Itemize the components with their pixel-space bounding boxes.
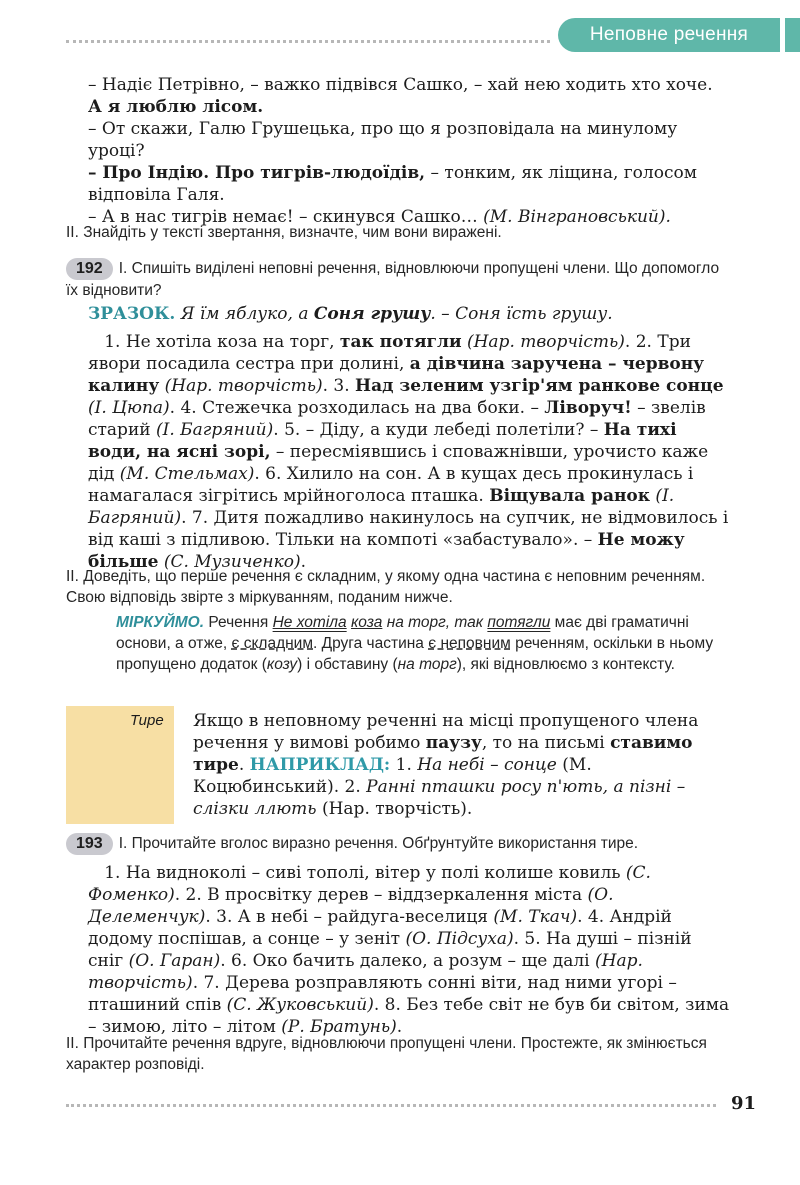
dialogue-line-3	[88, 162, 730, 206]
text-span: (Нар. творчість)	[88, 951, 643, 993]
text-span: 1. Не хотіла коза на торг,	[104, 332, 340, 352]
exercise-192-task-ii	[66, 566, 730, 608]
text-span: на торг	[397, 656, 457, 673]
text-span: (Нар. творчість).	[316, 799, 473, 819]
text-span: (М. Вінграновський).	[483, 207, 671, 227]
text-span: , то на письмі	[481, 733, 611, 753]
exercise-number-badge: 193	[66, 833, 113, 855]
text-span: – пересміявшись і споважнівши, урочисто каже дід	[88, 442, 709, 484]
text-span: має дві граматичні основи, а отже,	[116, 614, 689, 652]
text-span: ставимо тире	[193, 733, 693, 775]
text-span: (Р. Братунь)	[281, 1017, 397, 1037]
text-span: . – Соня їсть грушу.	[430, 304, 613, 324]
text-span: (Нар. творчість)	[461, 332, 625, 352]
text-span: (С. Жуковський)	[226, 995, 374, 1015]
text-span: ) і обставину (	[297, 656, 398, 673]
text-span: МІРКУЙМО.	[116, 614, 205, 631]
text-span: 1. На видноколі – сиві тополі, вітер у полі колише ковиль	[104, 863, 626, 883]
header-dotted-rule	[66, 40, 550, 43]
text-span: (І. Цюпа)	[88, 398, 170, 418]
section-title-tab	[558, 18, 780, 52]
text-span: (І. Багряний)	[88, 486, 675, 528]
exercise-number-badge: 192	[66, 258, 113, 280]
text-span: Не хотіла	[272, 614, 347, 631]
text-span: – звелів старий	[88, 398, 706, 440]
text-span: ІІ. Прочитайте речення вдруге, відновлюючи пропущені члени. Простежте, як змінюється характер розповіді.	[66, 1035, 707, 1073]
section-title: Неповне речення	[589, 24, 749, 45]
text-span: – А в нас тигрів немає! – скинувся Сашко…	[88, 207, 484, 227]
dialogue-line-1	[88, 74, 730, 118]
text-span: ), які відновлюємо з контексту.	[456, 656, 675, 673]
text-span: (С. Фоменко)	[88, 863, 651, 905]
text-span: .	[238, 755, 250, 775]
text-span: Над зеленим узгір'ям ранкове сонце	[355, 376, 724, 396]
text-span: . 4. Стежечка розходилась на два боки. –	[169, 398, 545, 418]
text-span: На небі – сонце	[417, 755, 557, 775]
text-span: Я їм яблуко, а	[175, 304, 314, 324]
text-span: Соня грушу	[313, 304, 431, 324]
intro-dialogue	[88, 74, 730, 228]
text-span: . 5. На душі – пізній сніг	[88, 929, 692, 971]
exercise-193-task	[66, 833, 730, 855]
text-span: На тихі води, на ясні зорі,	[88, 420, 677, 462]
text-span: так потягли	[339, 332, 462, 352]
text-span: (М. Коцюбинський). 2.	[193, 755, 592, 797]
text-span: (М. Стельмах)	[119, 464, 255, 484]
exercise-192-sample	[88, 303, 730, 325]
text-span: . 8. Без тебе світ не був би світом, зима – зимою, літо – літом	[88, 995, 730, 1037]
text-span: . 4. Андрій додому поспішав, а сонце – у зеніт	[88, 907, 672, 949]
text-span: .	[396, 1017, 403, 1037]
text-span: ІІ. Знайдіть у тексті звертання, визначте, чим вони виражені.	[66, 224, 502, 241]
text-span: є неповним	[428, 635, 511, 652]
text-span: Ліворуч!	[544, 398, 632, 418]
text-span: козу	[266, 656, 298, 673]
text-span: ЗРАЗОК.	[88, 304, 176, 324]
text-span: . 5. – Діду, а куди лебеді полетіли? –	[273, 420, 604, 440]
text-span: Речення	[204, 614, 273, 631]
exercise-192-task	[66, 258, 730, 301]
text-span: Якщо в неповному реченні на місці пропущеного члена речення у вимові робимо	[193, 711, 699, 753]
text-span: (О. Гаран)	[128, 951, 221, 971]
text-span: – Надіє Петрівно, – важко підвівся Сашко, – хай нею ходить хто хоче.	[88, 75, 713, 95]
text-span: . 6. Хилило на сон. А в кущах десь прокинулась і намагалася зігрітись мрійноголоса пташка.	[88, 464, 694, 506]
text-span: на торг, так	[382, 614, 488, 631]
exercise-193-sentences	[88, 862, 730, 1038]
text-span: потягли	[487, 614, 551, 631]
text-span: . 7. Дитя пожадливо накинулось на супчик, не відмовилось і від каші з підливою. Тільки на компоті «забастувало». –	[88, 508, 729, 550]
text-span: І. Спишіть виділені неповні речення, відновлюючи пропущені члени. Що допомогло їх відновити?	[66, 260, 720, 299]
dialogue-line-2	[88, 118, 730, 162]
text-span: (О. Делеменчук)	[88, 885, 614, 927]
text-span: реченням, оскільки в ньому пропущено додаток (	[116, 635, 714, 673]
text-span: . 3. А в небі – райдуга-веселиця	[205, 907, 494, 927]
text-span: А я люблю лісом.	[88, 97, 264, 117]
text-span: . 2. В просвітку дерев – віддзеркалення міста	[174, 885, 588, 905]
text-span: Ранні пташки росу п'ють, а пізні – слізки ллють	[193, 777, 686, 819]
text-span: – От скажи, Галю Грушецька, про що я розповідала на минулому уроці?	[88, 119, 678, 161]
text-span: – Про Індію. Про тигрів-людоїдів,	[88, 163, 426, 183]
text-span: І. Прочитайте вголос виразно речення. Обґрунтуйте використання тире.	[118, 835, 639, 852]
text-span: НАПРИКЛАД:	[249, 755, 391, 775]
text-span: . Друга частина	[313, 635, 429, 652]
text-span: (С. Музиченко)	[158, 552, 301, 572]
footer-dotted-rule	[66, 1104, 716, 1107]
rule-tag: Тире	[130, 712, 164, 729]
text-span: ІІ. Доведіть, що перше речення є складним, у якому одна частина є неповним реченням. Свою відповідь звірте з міркуванням, поданим нижче.	[66, 568, 706, 606]
text-span: (О. Підсуха)	[405, 929, 514, 949]
text-span: є складним	[231, 635, 313, 652]
text-span: Не можу більше	[88, 530, 685, 572]
text-span: (М. Ткач)	[493, 907, 578, 927]
text-span: . 3.	[322, 376, 356, 396]
text-span: (Нар. творчість)	[159, 376, 323, 396]
text-span: . 7. Дерева розправляють сонні віти, над ними угорі – пташиний спів	[88, 973, 677, 1015]
text-span: . 2. Три явори посадила сестра при долині,	[88, 332, 691, 374]
text-span: (І. Багряний)	[156, 420, 274, 440]
text-span: а дівчина заручена – червону калину	[88, 354, 705, 396]
intro-task-ii	[66, 222, 730, 243]
text-span: – тонким, як ліщина, голосом відповіла Галя.	[88, 163, 697, 205]
rule-text	[193, 710, 730, 820]
text-span: 1.	[390, 755, 418, 775]
text-span: Віщувала ранок	[489, 486, 651, 506]
reasoning-note	[116, 612, 730, 675]
text-span: паузу	[425, 733, 482, 753]
section-tab-edge	[785, 18, 800, 52]
text-span: коза	[350, 614, 383, 631]
text-span: . 6. Око бачить далеко, а розум – ще далі	[220, 951, 595, 971]
exercise-192-sentences	[88, 331, 730, 573]
page-number: 91	[731, 1093, 757, 1114]
text-span: .	[300, 552, 307, 572]
exercise-193-task-ii	[66, 1033, 730, 1075]
